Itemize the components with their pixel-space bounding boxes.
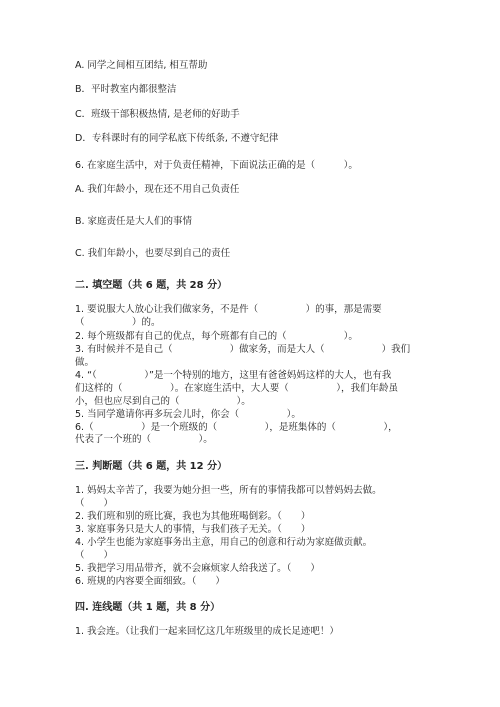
q5-option-d: D．专科课时有的同学私底下传纸条, 不遵守纪律 xyxy=(75,133,279,144)
judge-line: 6. 班规的内容要全面细致。（ ） xyxy=(75,576,225,587)
q6-stem: 6. 在家庭生活中，对于负责任精神，下面说法正确的是（ ）。 xyxy=(75,160,358,171)
section2-heading: 二. 填空题（共 6 题，共 28 分） xyxy=(75,280,228,291)
judge-line: 1. 妈妈太辛苦了，我要为她分担一些，所有的事情我都可以替妈妈去做。 xyxy=(75,485,382,496)
judge-line: 2. 我们班和别的班比赛，我也为其他班喝倒彩。（ ） xyxy=(75,511,311,522)
judge-line: 4. 小学生也能为家庭事务出主意，用自己的创意和行动为家庭做贡献。 xyxy=(75,537,373,548)
judge-line: 3. 家庭事务只是大人的事情，与我们孩子无关。（ ） xyxy=(75,524,311,535)
q6-option-b: B. 家庭责任是大人们的事情 xyxy=(75,216,193,227)
q5-option-a: A. 同学之间相互团结, 相互帮助 xyxy=(75,60,208,71)
fill-line: 1. 要说服大人放心让我们做家务，不是件（ ）的事，那是需要 xyxy=(75,304,382,315)
match-line: 1. 我会连。（让我们一起来回忆这几年班级里的成长足迹吧！） xyxy=(75,626,339,637)
section3-heading: 三. 判断题（共 6 题，共 12 分） xyxy=(75,461,228,472)
q5-option-c: C．班级干部积极热情, 是老师的好助手 xyxy=(75,109,240,120)
fill-line: 做。 xyxy=(75,357,95,368)
fill-line: 3. 有时候并不是自己（ ）做家务，而是大人（ ）我们 xyxy=(75,344,411,355)
judge-line: （ ） xyxy=(75,550,114,561)
fill-line: 4. “（ ）”是一个特别的地方，这里有爸爸妈妈这样的大人，也有我 xyxy=(75,370,392,381)
q5-option-b: B．平时教室内都很整洁 xyxy=(75,84,177,95)
q6-option-a: A. 我们年龄小，现在还不用自己负责任 xyxy=(75,184,240,195)
fill-line: （ ）的。 xyxy=(75,317,161,328)
fill-line: 2. 每个班级都有自己的优点，每个班都有自己的（ ）。 xyxy=(75,331,358,342)
fill-line: 6.（ ）是一个班级的（ ），是班集体的（ ）， xyxy=(75,422,398,433)
fill-line: 5. 当同学邀请你再多玩会儿时，你会（ ）。 xyxy=(75,409,301,420)
fill-line: 们这样的（ ）。在家庭生活中，大人要（ ），我们年龄虽 xyxy=(75,383,399,394)
section4-heading: 四. 连线题（共 1 题，共 8 分） xyxy=(75,602,221,613)
judge-line: 5. 我把学习用品带齐，就不会麻烦家人给我送了。（ ） xyxy=(75,563,320,574)
q6-option-c: C. 我们年龄小，也要尽到自己的责任 xyxy=(75,248,231,259)
judge-line: （ ） xyxy=(75,498,114,509)
fill-line: 代表了一个班的（ ）。 xyxy=(75,434,213,445)
fill-line: 小，但也应尽到自己的（ ）。 xyxy=(75,396,251,407)
